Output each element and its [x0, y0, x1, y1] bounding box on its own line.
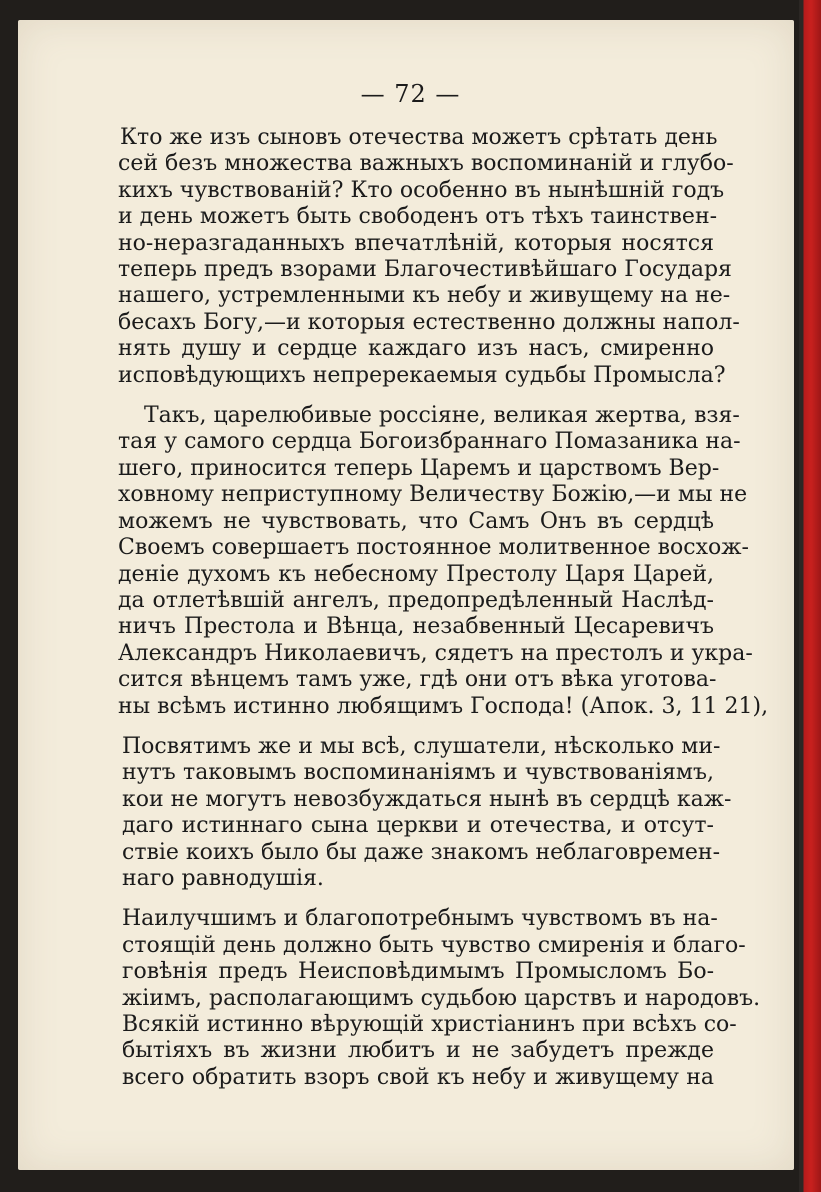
- paragraph-2-continued: [118, 429, 769, 719]
- text-line: сится вѣнцемъ тамъ уже, гдѣ они отъ вѣка уготова-: [118, 667, 717, 693]
- text-line: кихъ чувствованій? Кто особенно въ нынѣшній годъ: [118, 177, 725, 203]
- text-line: и день можетъ быть свободенъ отъ тѣхъ таинствен-: [118, 204, 718, 230]
- text-line: ны всѣмъ истинно любящимъ Господа! (Апок. 3, 11 21),: [118, 693, 769, 719]
- book-edge-strip: [799, 0, 821, 1192]
- text-line: нутъ таковымъ воспоминаніямъ и чувствованіямъ,: [122, 760, 714, 786]
- text-line: шего, приносится теперь Царемъ и царствомъ Вер-: [118, 455, 720, 481]
- text-line: нять душу и сердце каждаго изъ насъ, смиренно: [118, 336, 714, 362]
- text-line: тая у самого сердца Богоизбраннаго Помазаника на-: [118, 429, 741, 455]
- text-line: можемъ не чувствовать, что Самъ Онъ въ сердцѣ: [118, 508, 714, 534]
- paragraph-1: [118, 125, 740, 389]
- text-line: нашего, устремленными къ небу и живущему на не-: [118, 283, 731, 309]
- text-line: стоящій день должно быть чувство смиренія и благо-: [122, 932, 746, 958]
- text-line: Такъ, царелюбивые россіяне, великая жертва, взя-: [144, 403, 740, 429]
- text-line: кои не могутъ невозбуждаться нынѣ въ сердцѣ каж-: [122, 786, 732, 812]
- paragraph-2: [118, 403, 740, 429]
- text-line: да отлетѣвшій ангелъ, предопредѣленный Наслѣд-: [118, 587, 714, 613]
- text-line: ховному неприступному Величеству Божію,—и мы не: [118, 482, 748, 508]
- text-line: всего обратить взоръ свой къ небу и живущему на: [122, 1064, 714, 1090]
- text-line: бытіяхъ въ жизни любитъ и не забудетъ прежде: [122, 1038, 714, 1064]
- text-line: но-неразгаданныхъ впечатлѣній, которыя носятся: [118, 230, 714, 256]
- text-line: теперь предъ взорами Благочестивѣйшаго Государя: [118, 257, 732, 283]
- text-line: наго равнодушія.: [122, 865, 324, 891]
- text-line: ствіе коихъ было бы даже знакомъ неблаговремен-: [122, 839, 720, 865]
- text-line: даго истиннаго сына церкви и отечества, и отсут-: [122, 813, 714, 839]
- text-line: Кто же изъ сыновъ отечества можетъ срѣтать день: [120, 125, 718, 150]
- text-line: сей безъ множества важныхъ воспоминаній и глубо-: [118, 151, 734, 177]
- text-line: Посвятимъ же и мы всѣ, слушатели, нѣсколько ми-: [122, 733, 721, 759]
- text-line: бесахъ Богу,—и которыя естественно должны напол-: [118, 309, 740, 335]
- page-number: — 72 —: [360, 80, 461, 108]
- text-line: деніе духомъ къ небесному Престолу Царя Царей,: [118, 561, 714, 587]
- text-line: Своемъ совершаетъ постоянное молитвенное восхож-: [118, 535, 749, 561]
- text-line: говѣнія предъ Неисповѣдимымъ Промысломъ Бо-: [122, 959, 714, 985]
- page-body-text: [118, 125, 769, 1105]
- paragraph-3: [118, 733, 732, 892]
- text-line: исповѣдующихъ непререкаемыя судьбы Промысла?: [118, 362, 726, 388]
- text-line: жіимъ, располагающимъ судьбою царствъ и народовъ.: [122, 985, 761, 1011]
- text-line: Наилучшимъ и благопотребнымъ чувствомъ въ на-: [122, 906, 718, 932]
- paragraph-4: [118, 906, 761, 1091]
- text-line: ничъ Престола и Вѣнца, незабвенный Цесаревичъ: [118, 614, 714, 640]
- text-line: Александръ Николаевичъ, сядетъ на престолъ и укра-: [118, 640, 753, 666]
- text-line: Всякій истинно вѣрующій христіанинъ при всѣхъ со-: [122, 1012, 737, 1037]
